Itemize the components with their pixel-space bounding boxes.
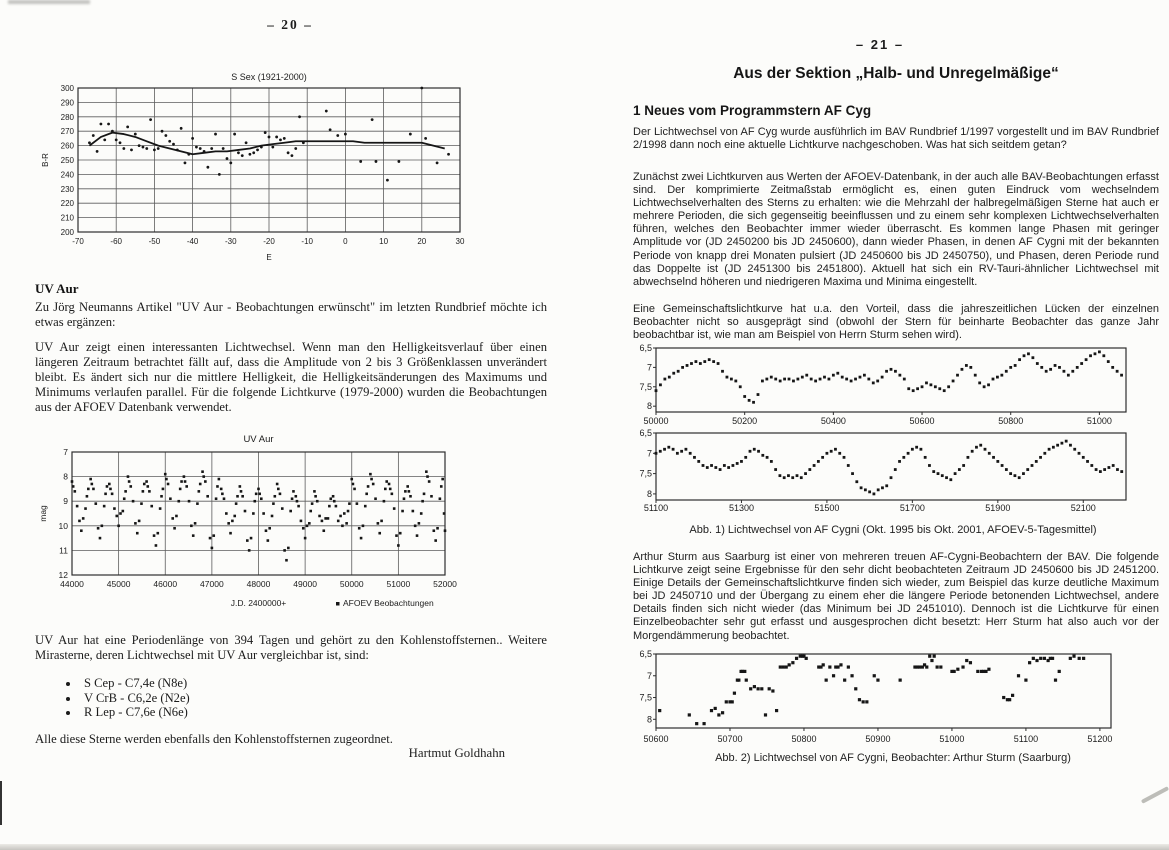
svg-text:-20: -20 — [263, 237, 275, 246]
svg-text:8: 8 — [63, 471, 68, 482]
svg-text:280: 280 — [60, 112, 74, 122]
svg-text:10: 10 — [58, 520, 68, 531]
svg-text:49000: 49000 — [293, 579, 317, 589]
scan-mark-bottom-right — [1141, 786, 1169, 804]
svg-text:270: 270 — [60, 127, 74, 137]
svg-text:230: 230 — [60, 184, 74, 194]
svg-text:210: 210 — [60, 213, 74, 223]
closing-paragraph: Alle diese Sterne werden ebenfalls den Kohlenstoffsternen zugeordnet. — [35, 732, 393, 746]
svg-text:220: 220 — [60, 199, 74, 209]
svg-text:E: E — [266, 253, 272, 262]
svg-text:300: 300 — [60, 84, 74, 93]
svg-text:50900: 50900 — [865, 734, 891, 744]
article-title: 1 Neues vom Programmstern AF Cyg — [633, 103, 872, 118]
af-cyg-paragraph-4: Arthur Sturm aus Saarburg ist einer von mehreren treuen AF-Cygni-Beobachtern der BAV. Die folgende Lichtkurve zeigt seine Ergebnisse für den sehr dicht beobachteten Zeitraum JD 2450600 bis JD 2451200. Einige Details der Gemeinschaftslichtkurve finden sich wieder, zum Beispiel das kurze deutliche Maximum bei JD 2450710 und der Übergang zu einem eher die längere Periode betonenden Lichtwechsel, andere Details finden sich nicht wieder (das Minimum bei JD 2451010). Dennoch ist die Lichtkurve für einen Einzelbeobachter sehr gut erfasst und ausgesprochen dicht besetzt: Herr Sturm hat also auch vor der Morgendämmerung beobachtet. — [633, 551, 1159, 642]
svg-text:47000: 47000 — [200, 579, 224, 589]
page-number-left: – 20 – — [267, 17, 313, 32]
svg-text:AFOEV Beobachtungen: AFOEV Beobachtungen — [343, 598, 434, 608]
af-cyg-paragraph-1: Der Lichtwechsel von AF Cyg wurde ausführlich im BAV Rundbrief 1/1997 vorgestellt und im BAV Rundbrief 2/1998 dann noch eine aktuelle Lichtkurve nachgeschoben. Was hat sich seitdem getan? — [633, 126, 1159, 152]
svg-text:0: 0 — [343, 237, 348, 246]
svg-text:-40: -40 — [186, 237, 199, 246]
scan-edge-bottom — [0, 844, 1169, 850]
svg-text:7: 7 — [646, 670, 652, 681]
svg-text:mag: mag — [38, 505, 48, 522]
svg-text:51900: 51900 — [985, 503, 1011, 513]
svg-text:200: 200 — [60, 228, 74, 237]
scan-edge-mark-left — [0, 781, 2, 825]
svg-text:-60: -60 — [110, 237, 122, 246]
svg-text:51300: 51300 — [728, 503, 754, 513]
svg-text:50400: 50400 — [820, 416, 846, 426]
svg-text:52100: 52100 — [1070, 503, 1096, 513]
sturm-lightcurve-chart — [636, 646, 1152, 750]
figure-2-caption: Abb. 2) Lichtwechsel von AF Cygni, Beobachter: Arthur Sturm (Saarburg) — [715, 752, 1071, 764]
svg-text:7,5: 7,5 — [639, 381, 652, 392]
svg-text:8: 8 — [646, 488, 652, 499]
author-signature: Hartmut Goldhahn — [408, 746, 505, 760]
svg-text:7,5: 7,5 — [639, 468, 652, 479]
svg-text:51000: 51000 — [1086, 416, 1112, 426]
svg-text:51000: 51000 — [386, 579, 411, 589]
af-cyg-paragraph-3: Eine Gemeinschaftslichtkurve hat u.a. den Vorteil, dass die jahreszeitlichen Lücken der einzelnen Beobachter nicht so ausgeprägt sind (obwohl der Stern für beinharte Beobachter das ganze Jahr beobachtbar ist, wie man am Beispiel von Herrn Sturm sehen wird). — [633, 303, 1159, 342]
svg-text:7,5: 7,5 — [639, 692, 652, 703]
uv-aur-lightcurve-chart — [38, 428, 488, 622]
svg-text:50800: 50800 — [998, 416, 1024, 426]
svg-text:50800: 50800 — [791, 734, 817, 744]
uv-aur-period-paragraph: UV Aur hat eine Periodenlänge von 394 Tagen und gehört zu den Kohlenstoffsternen.. Weitere Mirasterne, deren Lichtwechsel mit UV Aur vergleichbar ist, sind: — [35, 633, 547, 662]
svg-text:6,5: 6,5 — [639, 343, 652, 353]
page-number-right: – 21 – — [855, 37, 905, 52]
svg-text:51200: 51200 — [1087, 734, 1113, 744]
svg-text:51500: 51500 — [814, 503, 840, 513]
svg-text:50200: 50200 — [732, 416, 758, 426]
svg-text:50000: 50000 — [643, 416, 669, 426]
svg-text:11: 11 — [59, 545, 68, 556]
af-cyg-lightcurve-chart-b — [636, 428, 1152, 514]
svg-text:250: 250 — [60, 156, 74, 165]
svg-text:48000: 48000 — [246, 579, 271, 589]
figure-1-caption: Abb. 1) Lichtwechsel von AF Cygni (Okt. 1995 bis Okt. 2001, AFOEV-5-Tagesmittel) — [689, 524, 1097, 536]
svg-text:51100: 51100 — [1013, 734, 1039, 744]
section-title: Aus der Sektion „Halb- und Unregelmäßige“ — [733, 65, 1059, 82]
svg-text:52000: 52000 — [433, 579, 457, 589]
svg-text:51100: 51100 — [643, 503, 669, 513]
af-cyg-lightcurve-chart-a — [636, 342, 1152, 430]
scan-smudge-top-left — [8, 0, 90, 4]
s-sex-oc-chart — [38, 60, 478, 266]
svg-text:-10: -10 — [301, 237, 313, 246]
svg-text:8: 8 — [646, 401, 652, 412]
svg-text:240: 240 — [60, 170, 74, 180]
svg-text:50600: 50600 — [909, 416, 935, 426]
svg-text:UV Aur: UV Aur — [243, 434, 274, 445]
uv-aur-heading: UV Aur — [35, 281, 79, 296]
svg-text:7: 7 — [63, 447, 68, 457]
svg-text:50700: 50700 — [717, 734, 743, 744]
svg-text:10: 10 — [379, 237, 389, 246]
svg-text:50000: 50000 — [339, 579, 364, 589]
svg-text:-30: -30 — [225, 237, 237, 246]
svg-text:6,5: 6,5 — [639, 649, 652, 659]
svg-text:9: 9 — [63, 496, 68, 507]
uv-aur-main-paragraph: UV Aur zeigt einen interessanten Lichtwechsel. Wenn man den Helligkeitsverlauf über einen längeren Zeitraum betrachtet fällt auf, dass die Amplitude von 2 bis 3 Größenklassen unverändert bleibt. Es ändert sich nur die mittlere Helligkeit, die Helligkeitsänderungen des Maximums und Minimums verlaufen parallel. Für die folgende Lichtkurve (1979-2000) wurden die Beobachtungen aus der AFOEV Datenbank verwendet. — [35, 340, 547, 414]
svg-text:51000: 51000 — [939, 734, 965, 744]
svg-text:B-R: B-R — [41, 153, 50, 167]
svg-text:-70: -70 — [72, 237, 84, 246]
uv-aur-intro-paragraph: Zu Jörg Neumanns Artikel "UV Aur - Beobachtungen erwünscht" im letzten Rundbrief möchte ich etwas ergänzen: — [35, 300, 547, 329]
svg-text:-50: -50 — [148, 237, 161, 246]
svg-text:J.D. 2400000+: J.D. 2400000+ — [230, 598, 287, 608]
svg-text:S Sex (1921-2000): S Sex (1921-2000) — [231, 72, 307, 82]
svg-text:260: 260 — [60, 141, 74, 151]
comparison-star-item: • R Lep - C7,6e (N6e) — [80, 705, 500, 720]
svg-text:46000: 46000 — [153, 579, 178, 589]
svg-text:30: 30 — [455, 237, 465, 246]
svg-text:12: 12 — [58, 570, 68, 580]
svg-text:50600: 50600 — [643, 734, 669, 744]
svg-text:44000: 44000 — [60, 579, 84, 589]
svg-text:7: 7 — [646, 448, 652, 459]
svg-text:290: 290 — [60, 98, 74, 108]
af-cyg-paragraph-2: Zunächst zwei Lichtkurven aus Werten der AFOEV-Datenbank, in der auch alle BAV-Beobachtungen erfasst sind. Der komprimierte Zeitmaßstab ermöglicht es, einen guten Eindruck vom wechselndem Lichtwechselverhalten des Sterns zu erhalten: wie die Mehrzahl der halbregelmäßigen Sterne hat auch er mehrere Perioden, die sich gegenseitig beeinflussen und zu einem sehr komplexen Lichtwechselverhalten führen, welches den Beobachter immer wieder überrascht. Es kommen lange Phasen mit geringer Amplitude vor (JD 2450200 bis JD 2450600), dann wieder Phasen, in denen AF Cygni mit der bekannten Periode von knapp drei Monaten pulsiert (JD 2450600 bis JD 2450750), und Phasen, deren Periode rund das Doppelte ist (JD 2451300 bis 2451800). Aktuell hat sich ein RV-Tauri-ähnlicher Lichtwechsel mit abwechselnd höheren und niedrigeren Maxima und Minima eingestellt. — [633, 171, 1159, 288]
svg-text:20: 20 — [417, 237, 427, 246]
comparison-star-item: • V CrB - C6,2e (N2e) — [80, 691, 500, 706]
svg-text:7: 7 — [646, 362, 652, 373]
comparison-star-list — [52, 676, 500, 720]
comparison-star-item: • S Cep - C7,4e (N8e) — [80, 676, 500, 691]
svg-text:51700: 51700 — [899, 503, 925, 513]
svg-text:45000: 45000 — [106, 579, 131, 589]
svg-text:6,5: 6,5 — [639, 428, 652, 438]
svg-text:8: 8 — [646, 714, 652, 725]
